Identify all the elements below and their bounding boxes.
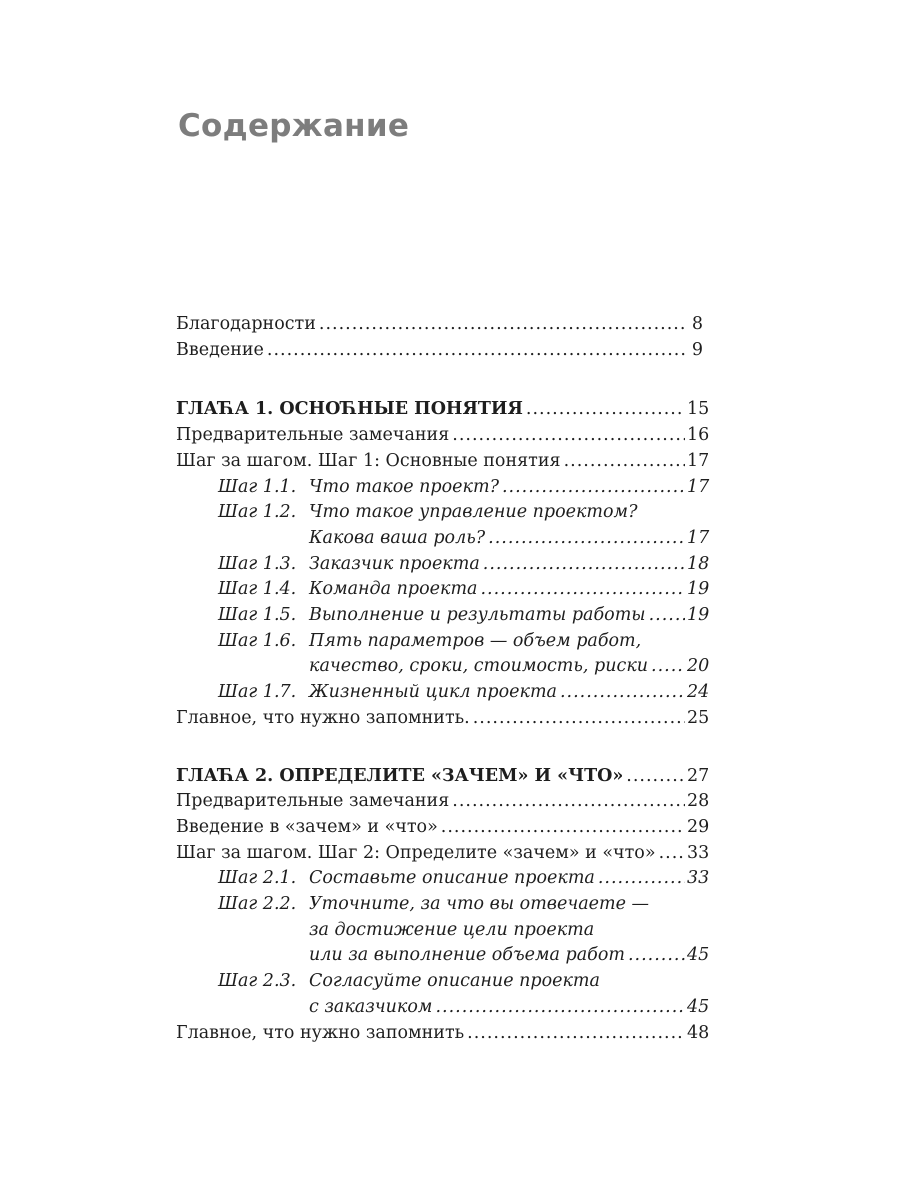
dot-leader bbox=[467, 1021, 685, 1047]
toc-entry-title: Шаг за шагом. Шаг 1: Основные понятия bbox=[176, 450, 561, 471]
toc-front-matter bbox=[176, 312, 703, 363]
toc-entry-title: Главное, что нужно запомнить. bbox=[176, 707, 470, 728]
toc-page-number: 9 bbox=[691, 339, 703, 360]
toc-page-number: 25 bbox=[687, 707, 710, 728]
dot-leader bbox=[267, 338, 685, 364]
toc-chapter-heading[interactable] bbox=[176, 764, 710, 790]
toc-chapter-heading[interactable] bbox=[176, 397, 710, 423]
toc-entry-title: Составьте описание проекта bbox=[309, 868, 595, 889]
toc-page-number: 17 bbox=[687, 476, 710, 497]
toc-entry-title: Предварительные замечания bbox=[176, 791, 450, 812]
toc-entry-title: Предварительные замечания bbox=[176, 425, 450, 446]
toc-page-number: 18 bbox=[687, 553, 710, 574]
toc-entry-title-line2: Какова ваша роль? bbox=[309, 527, 486, 548]
toc-step-entry[interactable] bbox=[176, 475, 710, 501]
step-number: Шаг 1.5. bbox=[218, 605, 297, 626]
toc-page-number: 15 bbox=[687, 399, 710, 420]
toc-entry-title-line2: качество, сроки, стоимость, риски bbox=[309, 656, 649, 677]
toc-entry-step-by-step[interactable] bbox=[176, 449, 710, 475]
toc-entry-title: Шаг за шагом. Шаг 2: Определите «зачем» и «что» bbox=[176, 842, 656, 863]
dot-leader bbox=[452, 789, 685, 815]
step-number: Шаг 2.2. bbox=[218, 894, 297, 915]
toc-entry-summary[interactable] bbox=[176, 1021, 710, 1047]
toc-step-entry-continuation[interactable] bbox=[176, 918, 703, 944]
dot-leader bbox=[441, 815, 685, 841]
toc-chapter-2 bbox=[176, 764, 710, 1047]
dot-leader bbox=[626, 764, 685, 790]
dot-leader bbox=[651, 654, 685, 680]
step-number: Шаг 2.3. bbox=[218, 971, 297, 992]
toc-entry-title: Пять параметров — объем работ, bbox=[309, 630, 642, 651]
toc-step-entry[interactable] bbox=[176, 892, 703, 918]
toc-entry-title: Главное, что нужно запомнить bbox=[176, 1022, 465, 1043]
toc-page-number: 8 bbox=[691, 314, 703, 334]
step-number: Шаг 1.6. bbox=[218, 630, 297, 651]
toc-entry-title-line2: за достижение цели проекта bbox=[309, 919, 595, 940]
toc-step-entry-continuation[interactable] bbox=[176, 526, 710, 552]
dot-leader bbox=[483, 552, 685, 578]
toc-page-number: 28 bbox=[687, 791, 710, 812]
toc-chapter-1 bbox=[176, 397, 710, 731]
toc-page-number: 48 bbox=[687, 1022, 710, 1043]
toc-step-entry[interactable] bbox=[176, 603, 710, 629]
dot-leader bbox=[488, 526, 685, 552]
toc-page-number: 24 bbox=[687, 682, 710, 703]
toc-page-number: 45 bbox=[687, 945, 710, 966]
toc-page-number: 33 bbox=[687, 842, 710, 863]
step-number: Шаг 1.3. bbox=[218, 553, 297, 574]
toc-page-number: 45 bbox=[687, 996, 710, 1017]
toc-step-entry-continuation[interactable] bbox=[176, 995, 710, 1021]
dot-leader bbox=[560, 680, 685, 706]
dot-leader bbox=[564, 449, 685, 475]
step-number: Шаг 1.2. bbox=[218, 502, 297, 523]
toc-entry-intro[interactable] bbox=[176, 815, 710, 841]
dot-leader bbox=[649, 603, 685, 629]
dot-leader bbox=[435, 995, 685, 1021]
page-title: Содержание bbox=[178, 108, 410, 144]
toc-entry-title: Введение в «зачем» и «что» bbox=[176, 816, 438, 837]
toc-page-number: 19 bbox=[687, 579, 710, 600]
step-number: Шаг 1.4. bbox=[218, 579, 297, 600]
toc-entry-title: Что такое проект? bbox=[309, 476, 499, 497]
dot-leader bbox=[480, 577, 685, 603]
dot-leader bbox=[659, 841, 685, 867]
toc-step-entry[interactable] bbox=[176, 577, 710, 603]
toc-entry-title: ГЛАЋА 1. ОСНОЋНЫЕ ПОНЯТИЯ bbox=[176, 399, 523, 420]
table-of-contents bbox=[176, 312, 710, 1046]
dot-leader bbox=[319, 312, 685, 338]
toc-entry-title: Благодарности bbox=[176, 314, 316, 334]
toc-step-entry-continuation[interactable] bbox=[176, 654, 710, 680]
dot-leader bbox=[452, 423, 685, 449]
toc-entry-title-line2: с заказчиком bbox=[309, 996, 433, 1017]
dot-leader bbox=[526, 397, 685, 423]
toc-step-entry[interactable] bbox=[176, 629, 703, 655]
dot-leader bbox=[598, 866, 685, 892]
toc-entry-step-by-step[interactable] bbox=[176, 841, 710, 867]
toc-page-number: 17 bbox=[687, 527, 710, 548]
toc-entry-title: Команда проекта bbox=[309, 579, 478, 600]
step-number: Шаг 2.1. bbox=[218, 868, 297, 889]
toc-step-entry[interactable] bbox=[176, 866, 710, 892]
dot-leader bbox=[628, 943, 685, 969]
toc-entry-title: Введение bbox=[176, 339, 264, 360]
toc-entry-title: Жизненный цикл проекта bbox=[309, 682, 557, 703]
toc-page-number: 20 bbox=[687, 656, 710, 677]
toc-page-number: 29 bbox=[687, 816, 710, 837]
toc-page-number: 33 bbox=[687, 868, 710, 889]
step-number: Шаг 1.7. bbox=[218, 682, 297, 703]
toc-step-entry[interactable] bbox=[176, 680, 710, 706]
toc-entry-title: Выполнение и результаты работы bbox=[309, 605, 646, 626]
toc-entry-title: Уточните, за что вы отвечаете — bbox=[309, 894, 650, 915]
dot-leader bbox=[502, 475, 685, 501]
toc-step-entry-continuation[interactable] bbox=[176, 943, 710, 969]
toc-entry-acknowledgements[interactable] bbox=[176, 312, 703, 338]
toc-entry-introduction[interactable] bbox=[176, 338, 703, 364]
toc-entry-title: Что такое управление проектом? bbox=[309, 502, 638, 523]
toc-page-number: 17 bbox=[687, 450, 710, 471]
toc-entry-title: Заказчик проекта bbox=[309, 553, 480, 574]
toc-step-entry[interactable] bbox=[176, 552, 710, 578]
toc-entry-title: Согласуйте описание проекта bbox=[309, 971, 600, 992]
toc-entry-title: ГЛАЋА 2. ОПРЕДЕЛИТЕ «ЗАЧЕМ» И «ЧТО» bbox=[176, 765, 624, 786]
toc-step-entry[interactable] bbox=[176, 500, 703, 526]
toc-page-number: 19 bbox=[687, 605, 710, 626]
toc-entry-remarks[interactable] bbox=[176, 423, 710, 449]
toc-entry-summary[interactable] bbox=[176, 706, 710, 732]
dot-leader bbox=[473, 706, 685, 732]
toc-page-number: 16 bbox=[687, 425, 710, 446]
toc-entry-remarks[interactable] bbox=[176, 789, 710, 815]
toc-step-entry[interactable] bbox=[176, 969, 703, 995]
toc-page-number: 27 bbox=[687, 765, 710, 786]
toc-entry-title-line3: или за выполнение объема работ bbox=[309, 945, 625, 966]
step-number: Шаг 1.1. bbox=[218, 476, 297, 497]
